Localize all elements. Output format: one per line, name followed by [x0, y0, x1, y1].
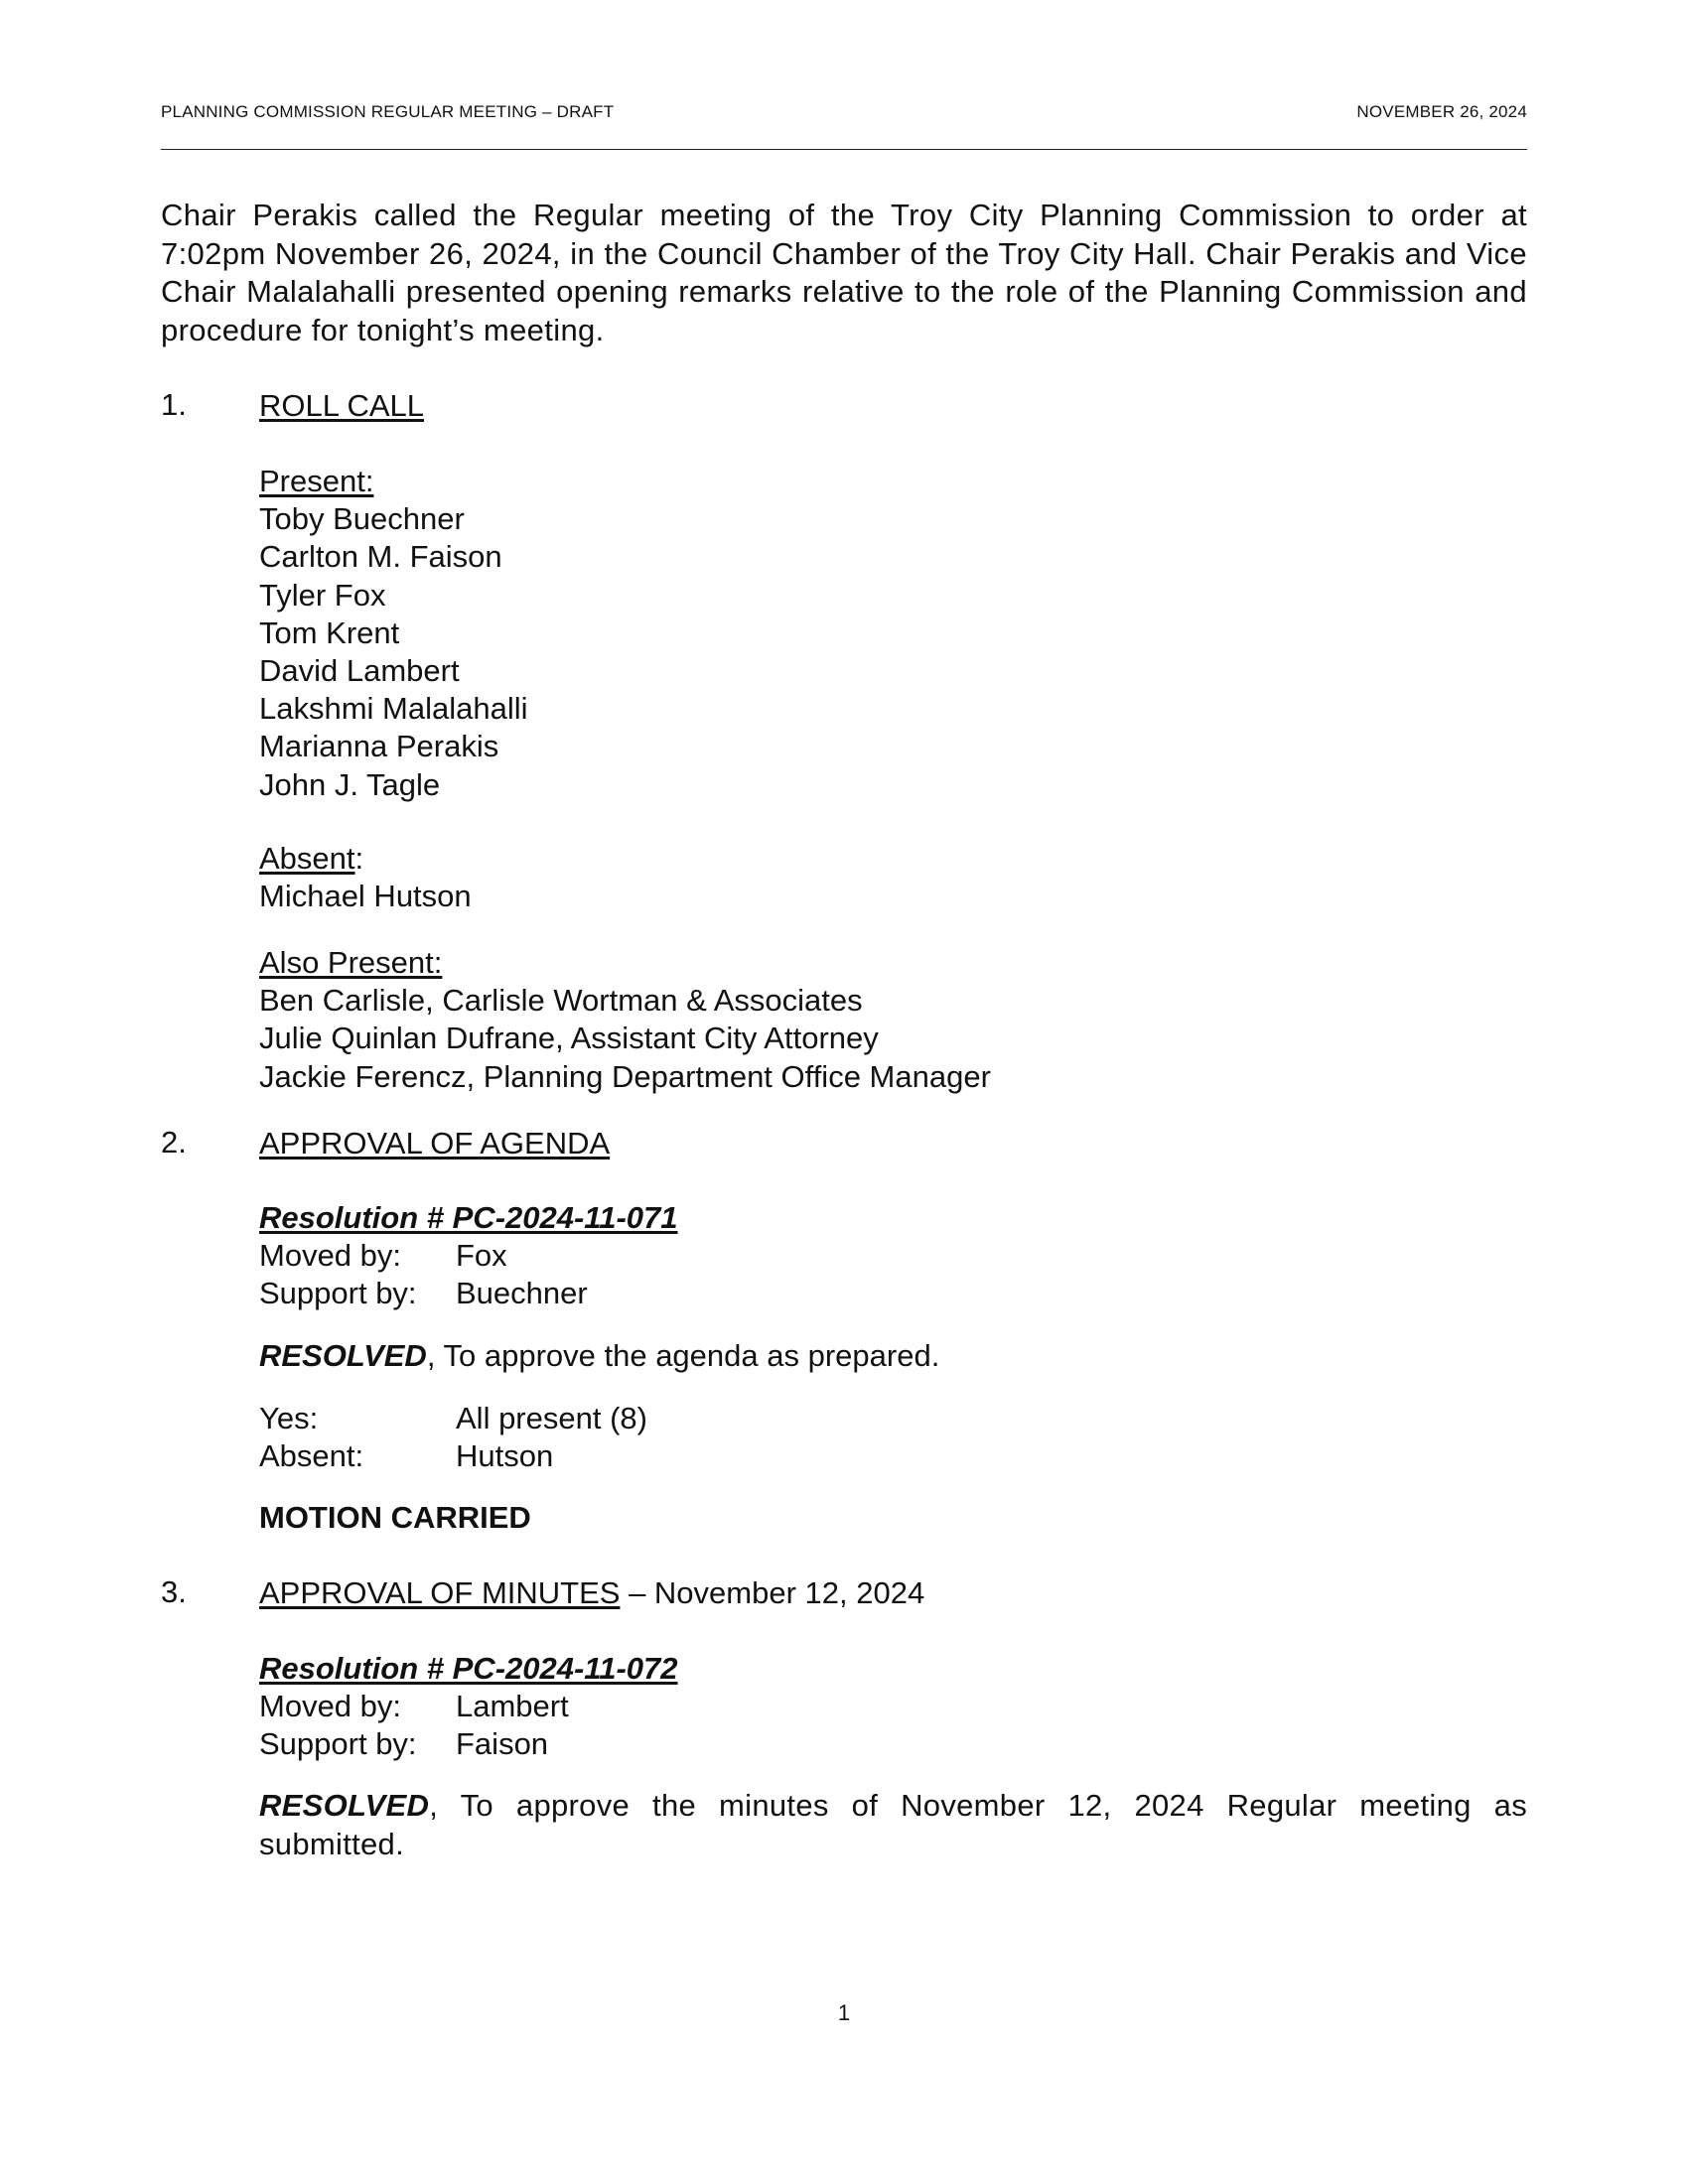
resolved-word: RESOLVED [259, 1338, 427, 1373]
moved-by-value: Fox [456, 1238, 507, 1274]
header-title: PLANNING COMMISSION REGULAR MEETING – DRAFT [161, 102, 615, 121]
section-title: ROLL CALL [259, 388, 424, 423]
moved-by-row [259, 1688, 678, 1725]
also-present-label: Also Present: [259, 945, 443, 980]
resolved-text: , To approve the agenda as prepared. [426, 1338, 940, 1373]
support-by-row [259, 1725, 678, 1763]
resolved-statement [259, 1787, 1527, 1863]
list-item: Marianna Perakis [259, 729, 499, 764]
section-heading [259, 1574, 924, 1612]
support-by-label: Support by: [259, 1726, 417, 1762]
moved-by-label: Moved by: [259, 1689, 402, 1724]
page-number: 1 [837, 2000, 851, 2025]
also-present-list [259, 944, 991, 1096]
support-by-value: Buechner [456, 1276, 588, 1311]
absent-list [259, 840, 472, 915]
absent-row [259, 1437, 647, 1475]
yes-row [259, 1400, 647, 1437]
section-number: 2. [161, 1125, 187, 1160]
resolved-word: RESOLVED [259, 1788, 430, 1823]
support-by-label: Support by: [259, 1276, 417, 1311]
resolved-statement [259, 1337, 939, 1375]
page-header [161, 102, 1527, 122]
absent-colon: : [354, 841, 364, 876]
absent-vote-value: Hutson [456, 1438, 554, 1474]
section-title-suffix: – November 12, 2024 [620, 1575, 925, 1610]
list-item: Toby Buechner [259, 501, 465, 537]
present-label: Present: [259, 464, 374, 498]
yes-value: All present (8) [456, 1401, 647, 1435]
vote-block [259, 1400, 647, 1475]
header-divider [161, 149, 1527, 150]
resolution-block [259, 1199, 678, 1313]
list-item: Michael Hutson [259, 879, 472, 914]
moved-by-label: Moved by: [259, 1238, 402, 1274]
list-item: Ben Carlisle, Carlisle Wortman & Associates [259, 983, 863, 1019]
list-item: Carlton M. Faison [259, 539, 502, 575]
section-number: 1. [161, 387, 187, 422]
section-title: APPROVAL OF AGENDA [259, 1126, 611, 1160]
resolved-text: , To approve the minutes of November 12, 2024 Regular meeting as submitted. [259, 1788, 1527, 1861]
header-date: NOVEMBER 26, 2024 [1356, 102, 1527, 121]
resolution-number: Resolution # PC-2024-11-071 [259, 1200, 678, 1235]
resolution-block [259, 1650, 678, 1764]
absent-heading [259, 840, 472, 878]
list-item: Lakshmi Malalahalli [259, 691, 528, 727]
list-item: David Lambert [259, 653, 460, 689]
list-item: John J. Tagle [259, 766, 441, 802]
resolution-number: Resolution # PC-2024-11-072 [259, 1651, 678, 1686]
absent-label: Absent [259, 841, 355, 876]
list-item: Tom Krent [259, 614, 400, 650]
list-item: Julie Quinlan Dufrane, Assistant City Attorney [259, 1021, 879, 1056]
intro-paragraph: Chair Perakis called the Regular meeting of the Troy City Planning Commission to order at 7:02pm November 26, 2024, in the Council Chamber of the Troy City Hall. Chair Perakis and Vice Chair Malalahalli presented opening remarks relative to the role of the Planning Commission and procedure for tonight’s meeting. [161, 198, 1527, 347]
section-title: APPROVAL OF MINUTES [259, 1575, 621, 1610]
list-item: Tyler Fox [259, 577, 386, 613]
yes-label: Yes: [259, 1401, 319, 1435]
section-number: 3. [161, 1574, 187, 1609]
support-by-row [259, 1275, 678, 1312]
support-by-value: Faison [456, 1726, 549, 1762]
list-item: Jackie Ferencz, Planning Department Office Manager [259, 1058, 991, 1094]
present-list [259, 463, 528, 804]
moved-by-row [259, 1237, 678, 1275]
moved-by-value: Lambert [456, 1689, 569, 1724]
absent-vote-label: Absent: [259, 1438, 364, 1474]
motion-result: MOTION CARRIED [259, 1500, 531, 1535]
